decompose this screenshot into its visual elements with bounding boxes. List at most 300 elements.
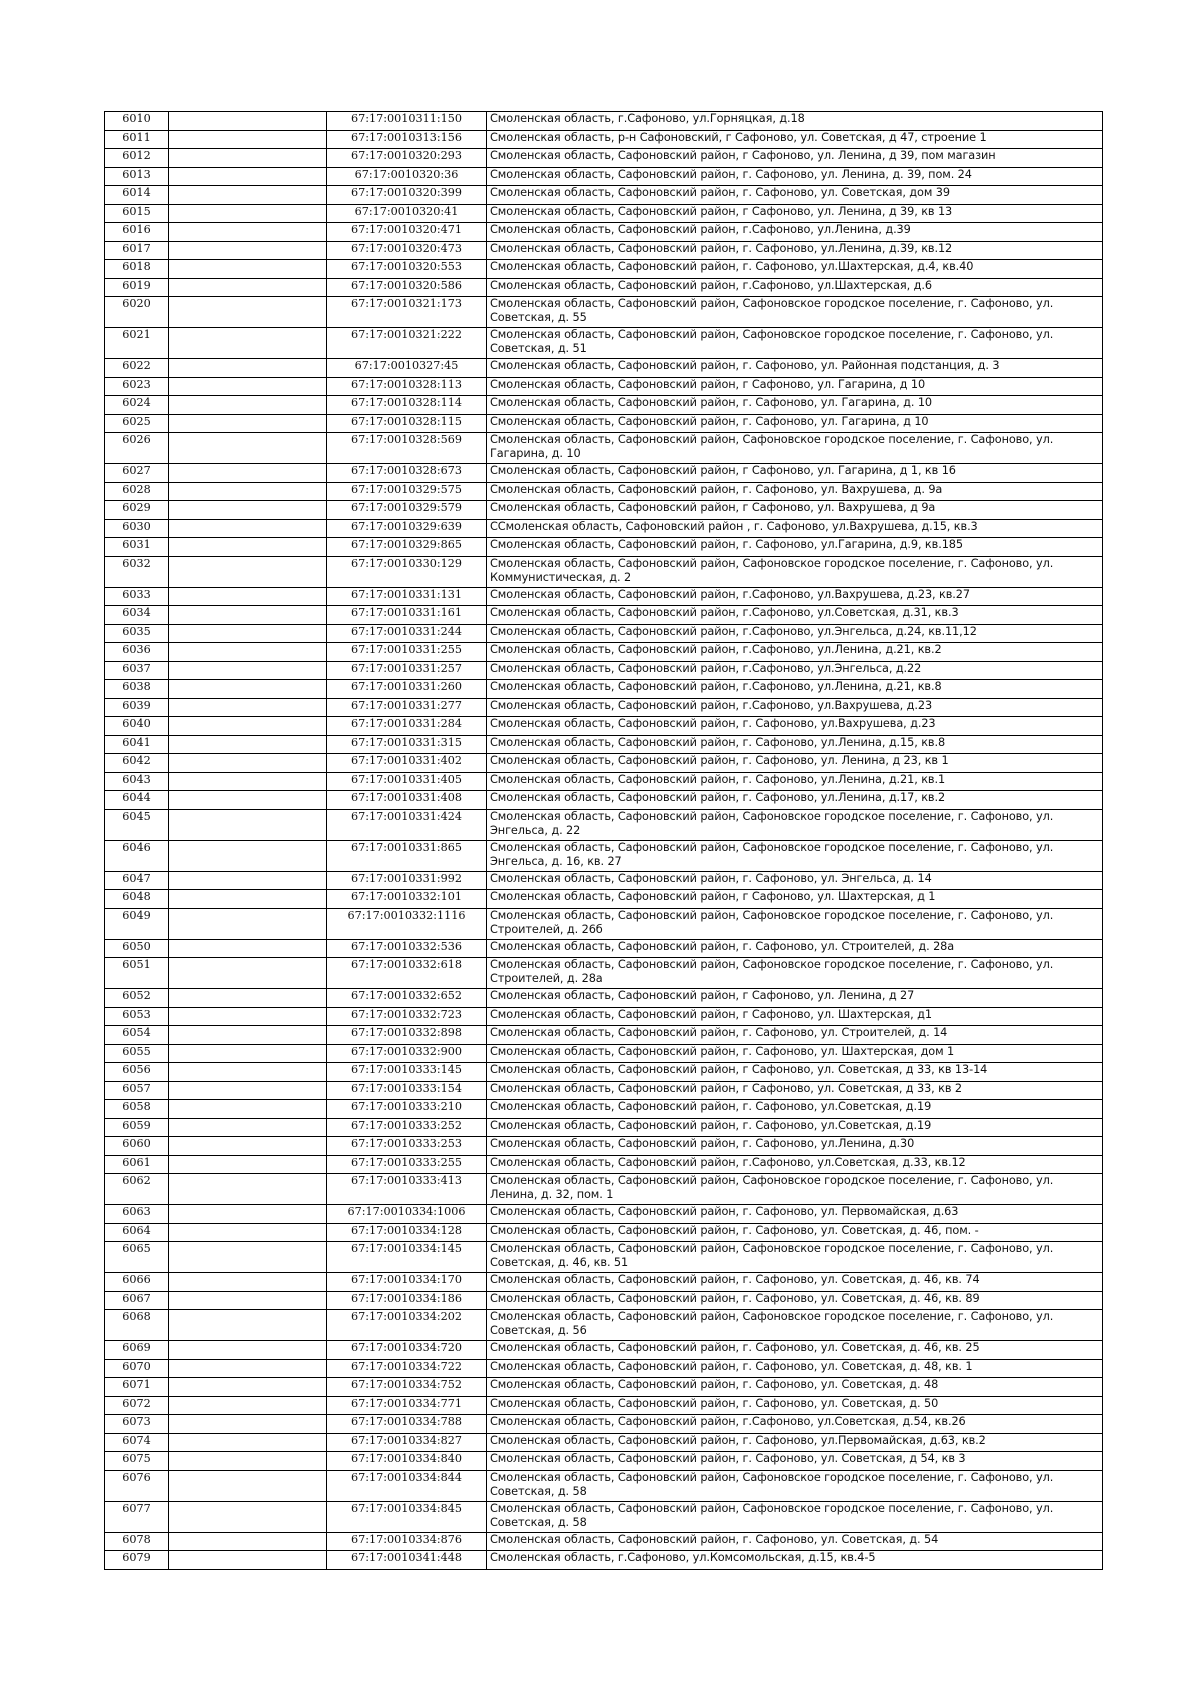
- address: Смоленская область, Сафоновский район, г Сафоново, ул. Шахтерская, д1: [487, 1007, 1103, 1026]
- address: Смоленская область, Сафоновский район, г. Сафоново, ул.Ленина, д.17, кв.2: [487, 791, 1103, 810]
- blank-cell: [169, 186, 327, 205]
- address: Смоленская область, Сафоновский район, г.Сафоново, ул.Ленина, д.21, кв.8: [487, 680, 1103, 699]
- blank-cell: [169, 890, 327, 909]
- table-row: [105, 1501, 1103, 1532]
- blank-cell: [169, 1378, 327, 1397]
- cadastral-number: 67:17:0010334:752: [327, 1378, 487, 1397]
- address: Смоленская область, Сафоновский район, г. Сафоново, ул. Вахрушева, д. 9а: [487, 482, 1103, 501]
- table-row: [105, 661, 1103, 680]
- cadastral-number: 67:17:0010341:448: [327, 1551, 487, 1570]
- blank-cell: [169, 112, 327, 131]
- table-row: [105, 482, 1103, 501]
- address: Смоленская область, Сафоновский район, г. Сафоново, ул. Советская, д. 50: [487, 1396, 1103, 1415]
- blank-cell: [169, 297, 327, 328]
- cadastral-number: 67:17:0010331:260: [327, 680, 487, 699]
- table-row: [105, 414, 1103, 433]
- row-number: 6025: [105, 414, 169, 433]
- address: Смоленская область, Сафоновский район, г. Сафоново, ул. Шахтерская, дом 1: [487, 1044, 1103, 1063]
- table-row: [105, 241, 1103, 260]
- row-number: 6042: [105, 754, 169, 773]
- cadastral-number: 67:17:0010334:170: [327, 1273, 487, 1292]
- address: Смоленская область, Сафоновский район, Сафоновское городское поселение, г. Сафоново, ул. Советская, д. 51: [487, 328, 1103, 359]
- cadastral-number: 67:17:0010320:553: [327, 260, 487, 279]
- address: Смоленская область, Сафоновский район, г. Сафоново, ул. Районная подстанция, д. 3: [487, 359, 1103, 378]
- table-row: [105, 643, 1103, 662]
- address: Смоленская область, Сафоновский район, г Сафоново, ул. Вахрушева, д 9а: [487, 501, 1103, 520]
- table-row: [105, 1551, 1103, 1570]
- row-number: 6036: [105, 643, 169, 662]
- table-row: [105, 958, 1103, 989]
- blank-cell: [169, 241, 327, 260]
- blank-cell: [169, 167, 327, 186]
- row-number: 6079: [105, 1551, 169, 1570]
- address: Смоленская область, Сафоновский район, г.Сафоново, ул.Вахрушева, д.23: [487, 698, 1103, 717]
- address: Смоленская область, Сафоновский район, г. Сафоново, ул. Советская, дом 39: [487, 186, 1103, 205]
- cadastral-number: 67:17:0010331:131: [327, 587, 487, 606]
- blank-cell: [169, 1532, 327, 1551]
- address: Смоленская область, Сафоновский район, г.Сафоново, ул.Советская, д.31, кв.3: [487, 606, 1103, 625]
- cadastral-number: 67:17:0010332:898: [327, 1026, 487, 1045]
- cadastral-number: 67:17:0010320:473: [327, 241, 487, 260]
- blank-cell: [169, 1433, 327, 1452]
- address: Смоленская область, Сафоновский район, г. Сафоново, ул.Ленина, д.21, кв.1: [487, 772, 1103, 791]
- table-row: [105, 260, 1103, 279]
- cadastral-number: 67:17:0010331:865: [327, 840, 487, 871]
- row-number: 6034: [105, 606, 169, 625]
- table-row: [105, 1081, 1103, 1100]
- cadastral-number: 67:17:0010332:652: [327, 989, 487, 1008]
- row-number: 6049: [105, 908, 169, 939]
- blank-cell: [169, 1205, 327, 1224]
- address: ССмоленская область, Сафоновский район , г. Сафоново, ул.Вахрушева, д.15, кв.3: [487, 519, 1103, 538]
- cadastral-number: 67:17:0010333:255: [327, 1155, 487, 1174]
- row-number: 6017: [105, 241, 169, 260]
- row-number: 6059: [105, 1118, 169, 1137]
- blank-cell: [169, 1396, 327, 1415]
- address: Смоленская область, Сафоновский район, г. Сафоново, ул. Ленина, д. 39, пом. 24: [487, 167, 1103, 186]
- row-number: 6051: [105, 958, 169, 989]
- row-number: 6012: [105, 149, 169, 168]
- cadastral-number: 67:17:0010333:154: [327, 1081, 487, 1100]
- address: Смоленская область, Сафоновский район, г. Сафоново, ул.Первомайская, д.63, кв.2: [487, 1433, 1103, 1452]
- table-row: [105, 1026, 1103, 1045]
- blank-cell: [169, 1359, 327, 1378]
- row-number: 6056: [105, 1063, 169, 1082]
- cadastral-number: 67:17:0010333:210: [327, 1100, 487, 1119]
- row-number: 6032: [105, 556, 169, 587]
- row-number: 6066: [105, 1273, 169, 1292]
- table-row: [105, 167, 1103, 186]
- address: Смоленская область, Сафоновский район, г. Сафоново, ул.Советская, д.19: [487, 1118, 1103, 1137]
- blank-cell: [169, 643, 327, 662]
- cadastral-number: 67:17:0010320:36: [327, 167, 487, 186]
- table-row: [105, 698, 1103, 717]
- table-row: [105, 1100, 1103, 1119]
- row-number: 6062: [105, 1174, 169, 1205]
- table-row: [105, 359, 1103, 378]
- blank-cell: [169, 1242, 327, 1273]
- table-row: [105, 939, 1103, 958]
- table-row: [105, 871, 1103, 890]
- row-number: 6045: [105, 809, 169, 840]
- row-number: 6070: [105, 1359, 169, 1378]
- table-row: [105, 1452, 1103, 1471]
- cadastral-number: 67:17:0010331:284: [327, 717, 487, 736]
- cadastral-number: 67:17:0010334:788: [327, 1415, 487, 1434]
- cadastral-number: 67:17:0010333:253: [327, 1137, 487, 1156]
- cadastral-number: 67:17:0010329:579: [327, 501, 487, 520]
- address: Смоленская область, Сафоновский район, г.Сафоново, ул.Энгельса, д.22: [487, 661, 1103, 680]
- address: Смоленская область, Сафоновский район, г. Сафоново, ул. Советская, д. 48, кв. 1: [487, 1359, 1103, 1378]
- row-number: 6033: [105, 587, 169, 606]
- address: Смоленская область, Сафоновский район, Сафоновское городское поселение, г. Сафоново, ул. Советская, д. 46, кв. 51: [487, 1242, 1103, 1273]
- table-row: [105, 519, 1103, 538]
- blank-cell: [169, 606, 327, 625]
- row-number: 6026: [105, 433, 169, 464]
- blank-cell: [169, 754, 327, 773]
- table-row: [105, 1532, 1103, 1551]
- blank-cell: [169, 791, 327, 810]
- row-number: 6043: [105, 772, 169, 791]
- blank-cell: [169, 587, 327, 606]
- address: Смоленская область, Сафоновский район, г. Сафоново, ул. Энгельса, д. 14: [487, 871, 1103, 890]
- address: Смоленская область, Сафоновский район, Сафоновское городское поселение, г. Сафоново, ул. Советская, д. 55: [487, 297, 1103, 328]
- blank-cell: [169, 414, 327, 433]
- cadastral-number: 67:17:0010334:771: [327, 1396, 487, 1415]
- row-number: 6022: [105, 359, 169, 378]
- cadastral-number: 67:17:0010334:720: [327, 1341, 487, 1360]
- address: Смоленская область, Сафоновский район, г Сафоново, ул. Гагарина, д 1, кв 16: [487, 464, 1103, 483]
- cadastral-number: 67:17:0010331:424: [327, 809, 487, 840]
- row-number: 6027: [105, 464, 169, 483]
- blank-cell: [169, 1137, 327, 1156]
- cadastral-number: 67:17:0010331:255: [327, 643, 487, 662]
- blank-cell: [169, 698, 327, 717]
- blank-cell: [169, 556, 327, 587]
- row-number: 6077: [105, 1501, 169, 1532]
- address: Смоленская область, Сафоновский район, г. Сафоново, ул. Советская, д. 46, пом. -: [487, 1223, 1103, 1242]
- cadastral-number: 67:17:0010331:277: [327, 698, 487, 717]
- address: Смоленская область, Сафоновский район, г.Сафоново, ул.Вахрушева, д.23, кв.27: [487, 587, 1103, 606]
- blank-cell: [169, 624, 327, 643]
- blank-cell: [169, 939, 327, 958]
- address: Смоленская область, Сафоновский район, Сафоновское городское поселение, г. Сафоново, ул. Строителей, д. 26б: [487, 908, 1103, 939]
- blank-cell: [169, 1452, 327, 1471]
- blank-cell: [169, 204, 327, 223]
- row-number: 6041: [105, 735, 169, 754]
- row-number: 6048: [105, 890, 169, 909]
- table-row: [105, 149, 1103, 168]
- row-number: 6067: [105, 1291, 169, 1310]
- blank-cell: [169, 809, 327, 840]
- address: Смоленская область, Сафоновский район, г Сафоново, ул. Советская, д 33, кв 13-14: [487, 1063, 1103, 1082]
- row-number: 6024: [105, 396, 169, 415]
- blank-cell: [169, 1026, 327, 1045]
- row-number: 6078: [105, 1532, 169, 1551]
- blank-cell: [169, 223, 327, 242]
- address: Смоленская область, Сафоновский район, г. Сафоново, ул. Строителей, д. 14: [487, 1026, 1103, 1045]
- cadastral-number: 67:17:0010334:145: [327, 1242, 487, 1273]
- table-row: [105, 989, 1103, 1008]
- table-row: [105, 606, 1103, 625]
- table-row: [105, 754, 1103, 773]
- address: Смоленская область, Сафоновский район, г Сафоново, ул. Советская, д 33, кв 2: [487, 1081, 1103, 1100]
- table-row: [105, 204, 1103, 223]
- cadastral-number: 67:17:0010320:399: [327, 186, 487, 205]
- blank-cell: [169, 1007, 327, 1026]
- table-row: [105, 908, 1103, 939]
- cadastral-number: 67:17:0010320:41: [327, 204, 487, 223]
- blank-cell: [169, 1415, 327, 1434]
- address: Смоленская область, Сафоновский район, г. Сафоново, ул. Первомайская, д.63: [487, 1205, 1103, 1224]
- blank-cell: [169, 840, 327, 871]
- address: Смоленская область, Сафоновский район, Сафоновское городское поселение, г. Сафоново, ул. Энгельса, д. 16, кв. 27: [487, 840, 1103, 871]
- cadastral-number: 67:17:0010334:827: [327, 1433, 487, 1452]
- row-number: 6055: [105, 1044, 169, 1063]
- row-number: 6069: [105, 1341, 169, 1360]
- blank-cell: [169, 1470, 327, 1501]
- table-row: [105, 501, 1103, 520]
- address: Смоленская область, Сафоновский район, Сафоновское городское поселение, г. Сафоново, ул. Советская, д. 58: [487, 1501, 1103, 1532]
- blank-cell: [169, 871, 327, 890]
- cadastral-number: 67:17:0010333:145: [327, 1063, 487, 1082]
- row-number: 6046: [105, 840, 169, 871]
- table-row: [105, 1470, 1103, 1501]
- row-number: 6011: [105, 130, 169, 149]
- address: Смоленская область, Сафоновский район, г. Сафоново, ул.Ленина, д.15, кв.8: [487, 735, 1103, 754]
- address: Смоленская область, Сафоновский район, Сафоновское городское поселение, г. Сафоново, ул. Коммунистическая, д. 2: [487, 556, 1103, 587]
- table-row: [105, 1007, 1103, 1026]
- row-number: 6054: [105, 1026, 169, 1045]
- cadastral-number: 67:17:0010329:639: [327, 519, 487, 538]
- table-row: [105, 1378, 1103, 1397]
- table-row: [105, 1396, 1103, 1415]
- blank-cell: [169, 1310, 327, 1341]
- table-row: [105, 1291, 1103, 1310]
- row-number: 6030: [105, 519, 169, 538]
- cadastral-number: 67:17:0010332:723: [327, 1007, 487, 1026]
- row-number: 6065: [105, 1242, 169, 1273]
- table-row: [105, 433, 1103, 464]
- blank-cell: [169, 717, 327, 736]
- cadastral-number: 67:17:0010331:244: [327, 624, 487, 643]
- blank-cell: [169, 149, 327, 168]
- row-number: 6015: [105, 204, 169, 223]
- row-number: 6020: [105, 297, 169, 328]
- row-number: 6016: [105, 223, 169, 242]
- cadastral-number: 67:17:0010328:114: [327, 396, 487, 415]
- row-number: 6035: [105, 624, 169, 643]
- address: Смоленская область, Сафоновский район, Сафоновское городское поселение, г. Сафоново, ул. Ленина, д. 32, пом. 1: [487, 1174, 1103, 1205]
- cadastral-number: 67:17:0010333:252: [327, 1118, 487, 1137]
- blank-cell: [169, 519, 327, 538]
- address: Смоленская область, Сафоновский район, г. Сафоново, ул. Советская, д. 54: [487, 1532, 1103, 1551]
- row-number: 6064: [105, 1223, 169, 1242]
- document-sheet: [104, 111, 1102, 1570]
- table-row: [105, 735, 1103, 754]
- blank-cell: [169, 1100, 327, 1119]
- row-number: 6047: [105, 871, 169, 890]
- cadastral-number: 67:17:0010334:845: [327, 1501, 487, 1532]
- blank-cell: [169, 1081, 327, 1100]
- table-row: [105, 624, 1103, 643]
- row-number: 6068: [105, 1310, 169, 1341]
- table-row: [105, 1223, 1103, 1242]
- cadastral-number: 67:17:0010328:673: [327, 464, 487, 483]
- address: Смоленская область, Сафоновский район, г. Сафоново, ул. Советская, д 54, кв 3: [487, 1452, 1103, 1471]
- cadastral-number: 67:17:0010333:413: [327, 1174, 487, 1205]
- cadastral-number: 67:17:0010329:575: [327, 482, 487, 501]
- row-number: 6044: [105, 791, 169, 810]
- cadastral-number: 67:17:0010321:173: [327, 297, 487, 328]
- cadastral-number: 67:17:0010334:1006: [327, 1205, 487, 1224]
- table-row: [105, 587, 1103, 606]
- address: Смоленская область, Сафоновский район, г. Сафоново, ул.Советская, д.19: [487, 1100, 1103, 1119]
- cadastral-number: 67:17:0010332:536: [327, 939, 487, 958]
- row-number: 6039: [105, 698, 169, 717]
- row-number: 6038: [105, 680, 169, 699]
- cadastral-number: 67:17:0010331:405: [327, 772, 487, 791]
- cadastral-number: 67:17:0010332:900: [327, 1044, 487, 1063]
- address: Смоленская область, Сафоновский район, г Сафоново, ул. Ленина, д 39, кв 13: [487, 204, 1103, 223]
- row-number: 6031: [105, 538, 169, 557]
- blank-cell: [169, 359, 327, 378]
- row-number: 6061: [105, 1155, 169, 1174]
- blank-cell: [169, 1155, 327, 1174]
- table-row: [105, 680, 1103, 699]
- cadastral-number: 67:17:0010334:202: [327, 1310, 487, 1341]
- blank-cell: [169, 1223, 327, 1242]
- row-number: 6075: [105, 1452, 169, 1471]
- cadastral-number: 67:17:0010334:876: [327, 1532, 487, 1551]
- blank-cell: [169, 661, 327, 680]
- table-row: [105, 377, 1103, 396]
- blank-cell: [169, 908, 327, 939]
- cadastral-number: 67:17:0010331:315: [327, 735, 487, 754]
- row-number: 6052: [105, 989, 169, 1008]
- cadastral-number: 67:17:0010320:471: [327, 223, 487, 242]
- table-row: [105, 396, 1103, 415]
- table-row: [105, 112, 1103, 131]
- address: Смоленская область, Сафоновский район, г. Сафоново, ул.Ленина, д.39, кв.12: [487, 241, 1103, 260]
- row-number: 6013: [105, 167, 169, 186]
- blank-cell: [169, 1174, 327, 1205]
- table-row: [105, 1242, 1103, 1273]
- cadastral-number: 67:17:0010331:161: [327, 606, 487, 625]
- blank-cell: [169, 1291, 327, 1310]
- cadastral-number: 67:17:0010332:101: [327, 890, 487, 909]
- cadastral-number: 67:17:0010321:222: [327, 328, 487, 359]
- table-body: [105, 112, 1103, 1570]
- row-number: 6074: [105, 1433, 169, 1452]
- address: Смоленская область, Сафоновский район, г. Сафоново, ул.Ленина, д.30: [487, 1137, 1103, 1156]
- blank-cell: [169, 433, 327, 464]
- address: Смоленская область, Сафоновский район, г. Сафоново, ул. Советская, д. 48: [487, 1378, 1103, 1397]
- table-row: [105, 186, 1103, 205]
- cadastral-number: 67:17:0010334:844: [327, 1470, 487, 1501]
- row-number: 6037: [105, 661, 169, 680]
- blank-cell: [169, 1501, 327, 1532]
- row-number: 6058: [105, 1100, 169, 1119]
- blank-cell: [169, 377, 327, 396]
- table-row: [105, 1174, 1103, 1205]
- table-row: [105, 130, 1103, 149]
- row-number: 6071: [105, 1378, 169, 1397]
- row-number: 6040: [105, 717, 169, 736]
- blank-cell: [169, 958, 327, 989]
- row-number: 6029: [105, 501, 169, 520]
- blank-cell: [169, 1273, 327, 1292]
- cadastral-number: 67:17:0010327:45: [327, 359, 487, 378]
- address: Смоленская область, Сафоновский район, г. Сафоново, ул. Ленина, д 23, кв 1: [487, 754, 1103, 773]
- cadastral-number: 67:17:0010311:150: [327, 112, 487, 131]
- address: Смоленская область, г.Сафоново, ул.Горняцкая, д.18: [487, 112, 1103, 131]
- table-row: [105, 223, 1103, 242]
- row-number: 6010: [105, 112, 169, 131]
- blank-cell: [169, 772, 327, 791]
- blank-cell: [169, 1063, 327, 1082]
- address: Смоленская область, Сафоновский район, г Сафоново, ул. Гагарина, д 10: [487, 377, 1103, 396]
- table-row: [105, 556, 1103, 587]
- table-row: [105, 297, 1103, 328]
- table-row: [105, 1415, 1103, 1434]
- address: Смоленская область, Сафоновский район, г.Сафоново, ул.Шахтерская, д.6: [487, 278, 1103, 297]
- address: Смоленская область, Сафоновский район, Сафоновское городское поселение, г. Сафоново, ул. Строителей, д. 28а: [487, 958, 1103, 989]
- address: Смоленская область, Сафоновский район, г. Сафоново, ул. Советская, д. 46, кв. 25: [487, 1341, 1103, 1360]
- table-row: [105, 717, 1103, 736]
- address: Смоленская область, Сафоновский район, г.Сафоново, ул.Советская, д.54, кв.26: [487, 1415, 1103, 1434]
- blank-cell: [169, 278, 327, 297]
- row-number: 6028: [105, 482, 169, 501]
- address: Смоленская область, Сафоновский район, г. Сафоново, ул. Гагарина, д 10: [487, 414, 1103, 433]
- blank-cell: [169, 464, 327, 483]
- address: Смоленская область, Сафоновский район, г. Сафоново, ул.Гагарина, д.9, кв.185: [487, 538, 1103, 557]
- blank-cell: [169, 1044, 327, 1063]
- table-row: [105, 1310, 1103, 1341]
- table-row: [105, 1044, 1103, 1063]
- address: Смоленская область, Сафоновский район, г. Сафоново, ул. Строителей, д. 28а: [487, 939, 1103, 958]
- cadastral-number: 67:17:0010329:865: [327, 538, 487, 557]
- address: Смоленская область, Сафоновский район, г. Сафоново, ул.Шахтерская, д.4, кв.40: [487, 260, 1103, 279]
- row-number: 6023: [105, 377, 169, 396]
- cadastral-number: 67:17:0010313:156: [327, 130, 487, 149]
- cadastral-number: 67:17:0010332:618: [327, 958, 487, 989]
- cadastral-number: 67:17:0010320:586: [327, 278, 487, 297]
- cadastral-number: 67:17:0010331:402: [327, 754, 487, 773]
- address: Смоленская область, Сафоновский район, г.Сафоново, ул.Советская, д.33, кв.12: [487, 1155, 1103, 1174]
- cadastral-number: 67:17:0010331:257: [327, 661, 487, 680]
- table-row: [105, 1063, 1103, 1082]
- table-row: [105, 464, 1103, 483]
- address: Смоленская область, Сафоновский район, г.Сафоново, ул.Энгельса, д.24, кв.11,12: [487, 624, 1103, 643]
- row-number: 6021: [105, 328, 169, 359]
- row-number: 6053: [105, 1007, 169, 1026]
- blank-cell: [169, 396, 327, 415]
- table-row: [105, 1341, 1103, 1360]
- address: Смоленская область, Сафоновский район, г. Сафоново, ул. Советская, д. 46, кв. 74: [487, 1273, 1103, 1292]
- table-row: [105, 1205, 1103, 1224]
- row-number: 6073: [105, 1415, 169, 1434]
- table-row: [105, 278, 1103, 297]
- row-number: 6072: [105, 1396, 169, 1415]
- cadastral-number: 67:17:0010328:115: [327, 414, 487, 433]
- cadastral-number: 67:17:0010331:408: [327, 791, 487, 810]
- row-number: 6063: [105, 1205, 169, 1224]
- address: Смоленская область, Сафоновский район, Сафоновское городское поселение, г. Сафоново, ул. Гагарина, д. 10: [487, 433, 1103, 464]
- row-number: 6018: [105, 260, 169, 279]
- blank-cell: [169, 1118, 327, 1137]
- table-row: [105, 791, 1103, 810]
